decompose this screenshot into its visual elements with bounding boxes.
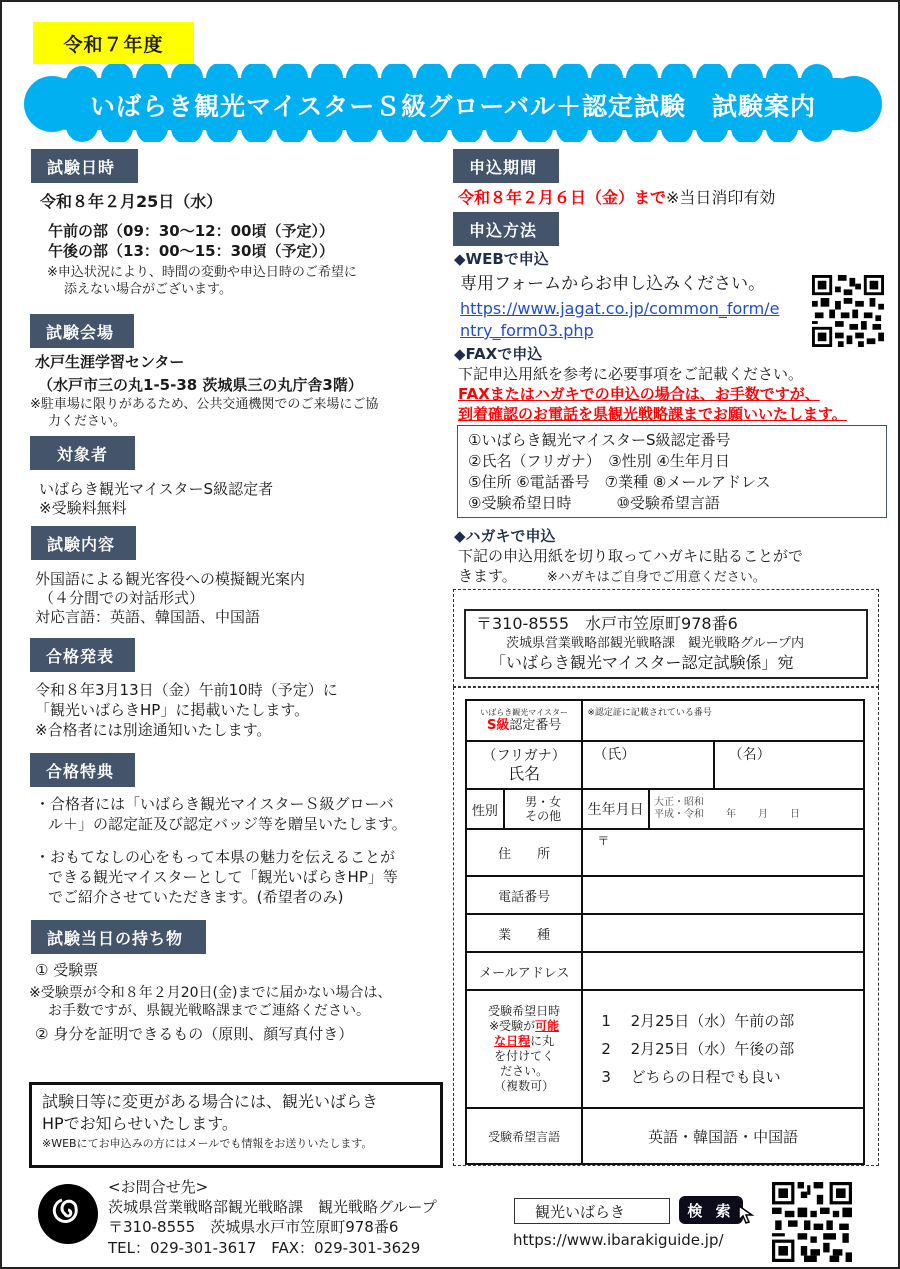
cert-hint: ※認定証に記載されている番号 bbox=[587, 708, 712, 718]
given-name-field[interactable] bbox=[714, 741, 864, 789]
notice-line-2: HPでお知らせいたします。 bbox=[42, 1114, 238, 1133]
section-header-period: 申込期間 bbox=[453, 149, 559, 183]
venue-address: （水戸市三の丸1-5-38 茨城県三の丸庁舎3階） bbox=[38, 376, 363, 394]
cert-label-s-grade: S級 bbox=[486, 717, 510, 733]
preferred-date-title: 受験希望日時 bbox=[488, 1004, 561, 1018]
name-label-text: 氏名 bbox=[508, 764, 541, 783]
era-option-1: 大正・昭和 bbox=[653, 797, 704, 808]
required-item: ②氏名（フリガナ） ③性別 ④生年月日 bbox=[468, 452, 730, 470]
preferred-date-note-2: に丸 bbox=[530, 1034, 555, 1048]
web-form-link[interactable]: https://www.jagat.co.jp/common_form/e bbox=[460, 299, 780, 318]
preferred-language-label: 受験希望言語 bbox=[466, 1108, 582, 1164]
fiscal-year-badge: 令和７年度 bbox=[33, 22, 194, 64]
content-languages: 対応言語：英語、韓国語、中国語 bbox=[35, 608, 261, 626]
section-header-target: 対象者 bbox=[30, 436, 135, 470]
postcard-text-end: きます。 bbox=[458, 567, 517, 585]
required-item: ⑨受験希望日時 ⑩受験希望言語 bbox=[468, 494, 720, 512]
era-option-2: 平成・令和 bbox=[653, 809, 704, 820]
contact-org: 茨城県営業戦略部観光戦略課 観光戦略グループ bbox=[108, 1198, 437, 1216]
preferred-date-note-highlight-2: な日程 bbox=[494, 1034, 531, 1048]
venue-note-cont: 力ください。 bbox=[48, 414, 127, 429]
cert-label-small: いばらき観光マイスター bbox=[480, 707, 569, 717]
industry-field[interactable] bbox=[582, 914, 864, 952]
contact-heading: <お問合せ先> bbox=[108, 1178, 209, 1196]
results-note: ※合格者には別途通知いたします。 bbox=[35, 721, 272, 739]
postcard-text: 下記の申込用紙を切り取ってハガキに貼ることがで bbox=[458, 547, 804, 565]
postcard-text-cont bbox=[458, 566, 766, 586]
exam-date: 令和８年２月25日（水） bbox=[40, 192, 223, 211]
furigana-label: （フリガナ） bbox=[482, 748, 566, 764]
belonging-ticket: ① 受験票 bbox=[35, 961, 99, 979]
web-form-qr-code-icon bbox=[812, 275, 884, 347]
required-items-box bbox=[457, 425, 887, 518]
contact-tel-fax: TEL：029-301-3617 FAX：029-301-3629 bbox=[108, 1239, 421, 1257]
section-header-venue: 試験会場 bbox=[30, 314, 134, 348]
morning-session: 午前の部（09：30～12：00頃（予定）） bbox=[48, 222, 334, 240]
date-option-2[interactable]: 2 2月25日（水）午後の部 bbox=[601, 1040, 795, 1058]
gender-options[interactable] bbox=[504, 789, 582, 829]
preferred-date-note: ※受験が bbox=[489, 1019, 536, 1033]
venue-name: 水戸生涯学習センター bbox=[35, 353, 185, 371]
preferred-date-options bbox=[582, 990, 864, 1108]
given-name-label: （名） bbox=[728, 747, 771, 763]
preferred-date-note-3: を付けてく bbox=[494, 1049, 555, 1063]
search-button[interactable] bbox=[679, 1196, 743, 1224]
gender-label: 性別 bbox=[466, 789, 504, 829]
phone-field[interactable] bbox=[582, 876, 864, 914]
web-heading: ◆WEBで申込 bbox=[454, 250, 549, 268]
content-description: 外国語による観光客役への模擬観光案内 bbox=[35, 570, 306, 588]
mailing-address-line-1: 〒310-8555 水戸市笠原町978番6 bbox=[476, 614, 738, 633]
cert-number-label bbox=[466, 700, 582, 741]
year-label: 年 bbox=[725, 809, 736, 820]
cert-label-rest: 認定番号 bbox=[509, 717, 562, 733]
preferred-date-note-4: ださい。 bbox=[500, 1064, 549, 1078]
results-date: 令和８年3月13日（金）午前10時（予定）に bbox=[35, 681, 338, 699]
venue-note: ※駐車場に限りがあるため、公共交通機関でのご来場にご協 bbox=[30, 397, 379, 412]
benefit-1: ・合格者には「いばらき観光マイスターＳ級グローバ bbox=[35, 795, 394, 813]
belonging-id: ② 身分を証明できるもの（原則、顔写真付き） bbox=[35, 1025, 354, 1043]
application-form-table bbox=[465, 699, 865, 1165]
postmark-note: ※当日消印有効 bbox=[666, 188, 776, 207]
search-button-label: 検 索 bbox=[687, 1201, 735, 1220]
address-label: 住 所 bbox=[466, 829, 582, 876]
email-label: メールアドレス bbox=[466, 952, 582, 990]
contact-address: 〒310-8555 茨城県水戸市笠原町978番6 bbox=[108, 1218, 399, 1236]
gender-option-male-female: 男・女 bbox=[525, 795, 562, 809]
benefit-1-cont: ル＋」の認定証及び認定バッジ等を贈呈いたします。 bbox=[48, 815, 407, 833]
date-option-1[interactable]: 1 2月25日（水）午前の部 bbox=[601, 1012, 795, 1030]
benefit-2-cont-2: でご紹介させていただきます。(希望者のみ) bbox=[48, 888, 344, 906]
preferred-language-options[interactable]: 英語・韓国語・中国語 bbox=[582, 1108, 864, 1164]
surname-field[interactable] bbox=[582, 741, 713, 789]
required-item: ①いばらき観光マイスターS級認定番号 bbox=[468, 431, 731, 449]
gender-option-other: その他 bbox=[525, 809, 562, 823]
section-header-belongings: 試験当日の持ち物 bbox=[31, 920, 206, 954]
day-label: 日 bbox=[789, 809, 800, 820]
ibaraki-logo-icon bbox=[35, 1179, 101, 1245]
notice-line-3: ※WEBにてお申込みの方にはメールでも情報をお送りいたします。 bbox=[42, 1137, 373, 1150]
title-banner bbox=[22, 64, 884, 142]
fax-text: 下記申込用紙を参考に必要事項をご記載ください。 bbox=[458, 365, 804, 383]
target-eligibility: いばらき観光マイスターS級認定者 bbox=[39, 480, 274, 498]
industry-label: 業 種 bbox=[466, 914, 582, 952]
site-url[interactable]: https://www.ibarakiguide.jp/ bbox=[513, 1231, 724, 1249]
mailing-address-line-3: 「いばらき観光マイスター認定試験係」宛 bbox=[490, 653, 794, 672]
section-header-results: 合格発表 bbox=[30, 638, 135, 672]
change-notice-box bbox=[29, 1082, 443, 1168]
benefit-2-cont: できる観光マイスターとして「観光いばらきHP」等 bbox=[48, 868, 398, 886]
fax-warning-cont: 到着確認のお電話を県観光戦略課までお願いいたします。 bbox=[458, 405, 847, 423]
email-field[interactable] bbox=[582, 952, 864, 990]
web-text: 専用フォームからお申し込みください。 bbox=[460, 274, 766, 294]
mailing-address-box bbox=[464, 609, 868, 679]
cert-number-field[interactable] bbox=[582, 700, 864, 741]
target-fee-note: ※受験料無料 bbox=[39, 499, 127, 517]
exam-date-note-cont: 添えない場合がございます。 bbox=[64, 282, 232, 297]
exam-date-note: ※申込状況により、時間の変動や申込日時のご希望に bbox=[47, 265, 357, 280]
fax-warning: FAXまたはハガキでの申込の場合は、お手数ですが、 bbox=[458, 385, 820, 403]
preferred-date-label bbox=[466, 990, 582, 1108]
fax-heading: ◆FAXで申込 bbox=[454, 345, 543, 363]
notice-line-1: 試験日等に変更がある場合には、観光いばらき bbox=[42, 1092, 379, 1111]
date-option-3[interactable]: 3 どちらの日程でも良い bbox=[601, 1068, 781, 1086]
month-label: 月 bbox=[757, 809, 768, 820]
section-header-content: 試験内容 bbox=[31, 526, 136, 560]
section-header-exam-date: 試験日時 bbox=[31, 149, 138, 183]
postcard-heading: ◆ハガキで申込 bbox=[454, 527, 556, 545]
application-deadline-line bbox=[458, 188, 775, 208]
cursor-pointer-icon bbox=[737, 1205, 755, 1229]
search-input[interactable]: 観光いばらき bbox=[514, 1198, 670, 1224]
postal-mark: 〒 bbox=[597, 834, 610, 848]
site-qr-code-icon bbox=[772, 1182, 852, 1262]
postcard-note: ※ハガキはご自身でご用意ください。 bbox=[546, 570, 766, 585]
benefit-2: ・おもてなしの心をもって本県の魅力を伝えることが bbox=[35, 848, 396, 866]
preferred-date-note-5: （複数可） bbox=[494, 1079, 555, 1093]
ticket-note-cont: お手数ですが、県観光戦略課までご連絡ください。 bbox=[48, 1003, 370, 1019]
page-title: いばらき観光マイスターＳ級グローバル＋認定試験 試験案内 bbox=[89, 92, 816, 121]
mailing-address-line-2: 茨城県営業戦略部観光戦略課 観光戦略グループ内 bbox=[506, 636, 804, 651]
application-deadline: 令和８年２月６日（金）まで bbox=[458, 188, 667, 207]
preferred-date-note-highlight: 可能 bbox=[535, 1019, 560, 1033]
phone-label: 電話番号 bbox=[466, 876, 582, 914]
afternoon-session: 午後の部（13：00～15：30頃（予定）） bbox=[48, 242, 334, 260]
section-header-benefits: 合格特典 bbox=[30, 753, 135, 787]
section-header-method: 申込方法 bbox=[453, 212, 559, 246]
address-field[interactable] bbox=[582, 829, 864, 876]
ticket-note: ※受験票が令和８年２月20日(金)までに届かない場合は、 bbox=[29, 985, 392, 1001]
content-format: （４分間での対話形式） bbox=[39, 589, 205, 607]
birthdate-field[interactable] bbox=[649, 789, 864, 829]
required-item: ⑤住所 ⑥電話番号 ⑦業種 ⑧メールアドレス bbox=[468, 473, 771, 491]
name-label bbox=[466, 741, 582, 789]
birthdate-label: 生年月日 bbox=[582, 789, 649, 829]
web-form-link-cont[interactable]: ntry_form03.php bbox=[460, 321, 594, 340]
surname-label: （氏） bbox=[593, 747, 636, 763]
results-publish: 「観光いばらきHP」に掲載いたします。 bbox=[35, 701, 310, 719]
